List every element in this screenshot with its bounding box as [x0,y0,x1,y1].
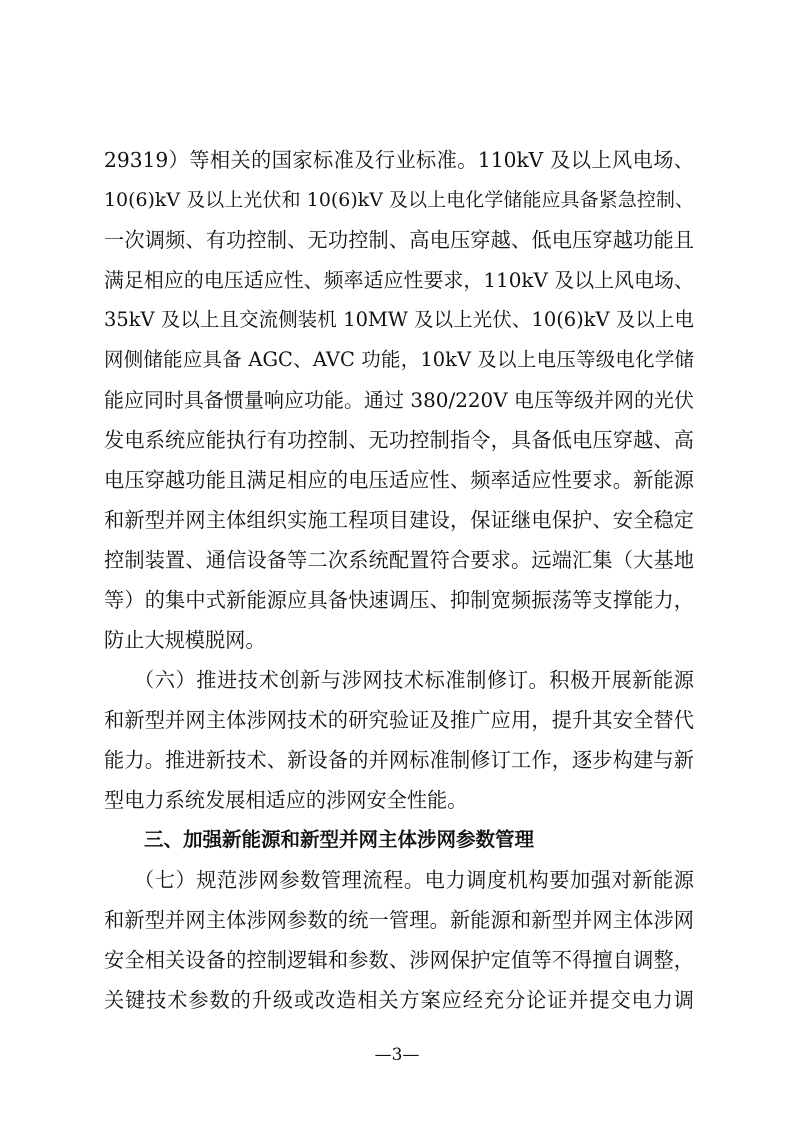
body-line: 能应同时具备惯量响应功能。通过 380/220V 电压等级并网的光伏 [104,388,694,412]
body-line: 和新型并网主体涉网技术的研究验证及推广应用，提升其安全替代 [104,708,694,732]
body-line: 和新型并网主体组织实施工程项目建设，保证继电保护、安全稳定 [104,508,694,532]
body-line: 安全相关设备的控制逻辑和参数、涉网保护定值等不得擅自调整， [104,948,694,972]
body-line: 等）的集中式新能源应具备快速调压、抑制宽频振荡等支撑能力， [104,588,694,612]
body-line: 关键技术参数的升级或改造相关方案应经充分论证并提交电力调 [104,988,694,1012]
page-number: —3— [374,1045,420,1065]
body-line: 和新型并网主体涉网参数的统一管理。新能源和新型并网主体涉网 [104,908,694,932]
body-line: 一次调频、有功控制、无功控制、高电压穿越、低电压穿越功能且 [104,228,694,252]
body-line: 能力。推进新技术、新设备的并网标准制修订工作，逐步构建与新 [104,748,694,772]
body-line: 10(6)kV 及以上光伏和 10(6)kV 及以上电化学储能应具备紧急控制、 [104,189,694,211]
body-line: 35kV 及以上且交流侧装机 10MW 及以上光伏、10(6)kV 及以上电 [104,308,694,331]
section-six-first-line: （六）推进技术创新与涉网技术标准制修订。积极开展新能源 [134,668,694,692]
body-line: 控制装置、通信设备等二次系统配置符合要求。远端汇集（大基地 [104,548,694,572]
body-line: 满足相应的电压适应性、频率适应性要求，110kV 及以上风电场、 [104,268,694,292]
body-line: 网侧储能应具备 AGC、AVC 功能，10kV 及以上电压等级电化学储 [104,348,694,371]
section-heading: 三、加强新能源和新型并网主体涉网参数管理 [144,828,535,851]
section-seven-first-line: （七）规范涉网参数管理流程。电力调度机构要加强对新能源 [134,868,694,892]
body-line: 29319）等相关的国家标准及行业标准。110kV 及以上风电场、 [104,148,694,172]
body-line: 型电力系统发展相适应的涉网安全性能。 [104,788,468,812]
body-line: 防止大规模脱网。 [104,628,266,652]
body-line: 电压穿越功能且满足相应的电压适应性、频率适应性要求。新能源 [104,468,694,492]
body-line: 发电系统应能执行有功控制、无功控制指令，具备低电压穿越、高 [104,428,694,452]
